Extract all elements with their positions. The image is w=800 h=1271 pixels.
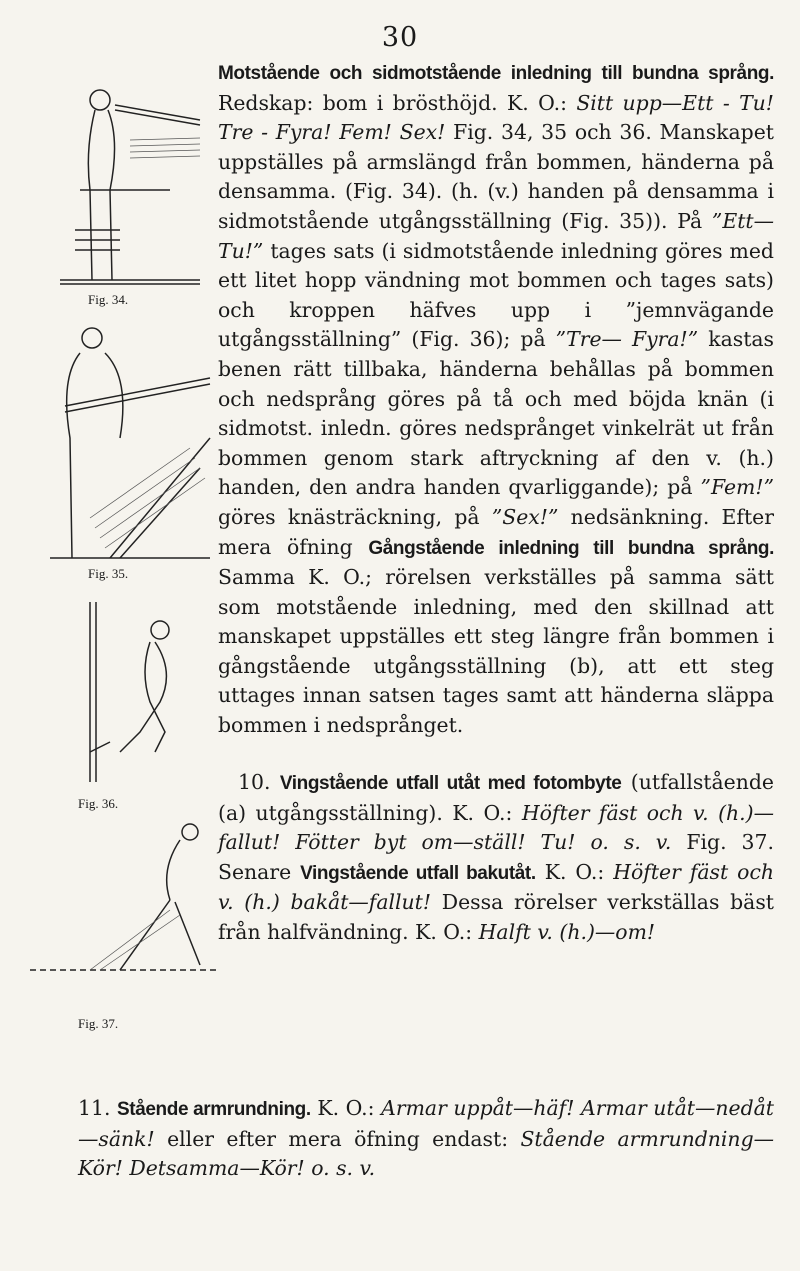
section-heading: Vingstående utfall bakutåt. (300, 862, 536, 884)
paragraph-inledning (218, 58, 774, 741)
text-run: Samma K. O.; rörelsen verkställes på samma sätt som motstående inledning, med den skillnad att manskapet uppställes ett steg längre från bommen i gångstående utgångsställning (b), att ett steg uttages innan satsen tages samt att händerna släppa bommen i nedsprånget. (218, 565, 774, 738)
section-heading: Stående armrundning. (117, 1099, 311, 1120)
command-text: Armar uppåt—häf! Armar utåt—nedåt—sänk! (78, 1096, 774, 1151)
command-text: Stående armrundning—Kör! Detsamma—Kör! o. s. v. (78, 1126, 775, 1181)
text-run: K. O.: (310, 1096, 382, 1120)
text-run: Redskap: bom i brösthöjd. K. O.: (218, 90, 577, 115)
page-number: 30 (381, 22, 419, 53)
figure-36-illustration (80, 592, 200, 792)
text-run: nedsänkning. Efter mera öfning (218, 504, 774, 559)
command-text: Sitt upp—Ett - Tu! Tre - Fyra! Fem! Sex! (218, 90, 774, 145)
paragraph-11 (78, 1094, 774, 1184)
section-heading: Gångstående inledning till bundna språng. (368, 537, 774, 559)
text-run: Fig. 37. Senare (218, 830, 774, 884)
command-text: ”Fem!” (700, 475, 774, 500)
text-run: (utfallstående (a) utgångsställning). K. O.: (218, 770, 774, 825)
figure-37-label: Fig. 37. (78, 1016, 119, 1031)
figure-34-label: Fig. 34. (88, 292, 129, 307)
command-text: Höfter fäst och v. (h.)—fallut! Fötter byt om—ställ! Tu! o. s. v. (218, 800, 774, 855)
command-text: ”Tre— Fyra!” (555, 327, 699, 352)
command-text: Halft v. (h.)—om! (478, 919, 656, 944)
text-run: kastas benen rätt tillbaka, händerna behållas på bommen och nedsprång göres på tå och med böjda knän (i sidmotst. inledn. göres nedsprånget vinkelrät ut från bommen genom stark aftryckning af den v. (h.) handen, den andra handen qvarliggande); på (218, 327, 775, 500)
command-text: ”Ett— Tu!” (218, 208, 774, 263)
section-heading: Motstående och sidmotstående inledning till bundna språng. (218, 63, 774, 84)
text-run: eller efter mera öfning endast: (154, 1126, 521, 1151)
command-text: ”Sex!” (491, 504, 559, 529)
item-number: 10. (238, 770, 280, 794)
figure-37-illustration (30, 820, 220, 980)
command-text: Höfter fäst och v. (h.) bakåt—fallut! (218, 859, 774, 915)
section-heading: Vingstående utfall utåt med fotombyte (279, 773, 622, 794)
figure-34-illustration (60, 80, 210, 290)
figure-36-label: Fig. 36. (78, 796, 119, 811)
text-run: Fig. 34, 35 och 36. Manskapet uppställes på armslängd från bommen, händerna på densamma. (Fig. 34). (h. (v.) handen på densamma i sidmotstående utgångsställning (Fig. 35)). På (218, 120, 774, 233)
text-run: tages sats (i sidmotstående inledning göres med ett litet hopp vändning mot bommen och tages sats) och kroppen häfves upp i ”jemnvägande utgångsställning” (Fig. 36); på (218, 238, 774, 352)
text-run: göres knästräckning, på (218, 504, 492, 529)
text-run: K. O.: (535, 859, 614, 884)
text-run: Dessa rörelser verkställas bäst från halfvändning. K. O.: (218, 890, 774, 944)
figure-35-label: Fig. 35. (88, 566, 129, 581)
paragraph-10 (218, 768, 774, 948)
item-number: 11. (78, 1096, 118, 1120)
figure-35-illustration (50, 318, 215, 563)
